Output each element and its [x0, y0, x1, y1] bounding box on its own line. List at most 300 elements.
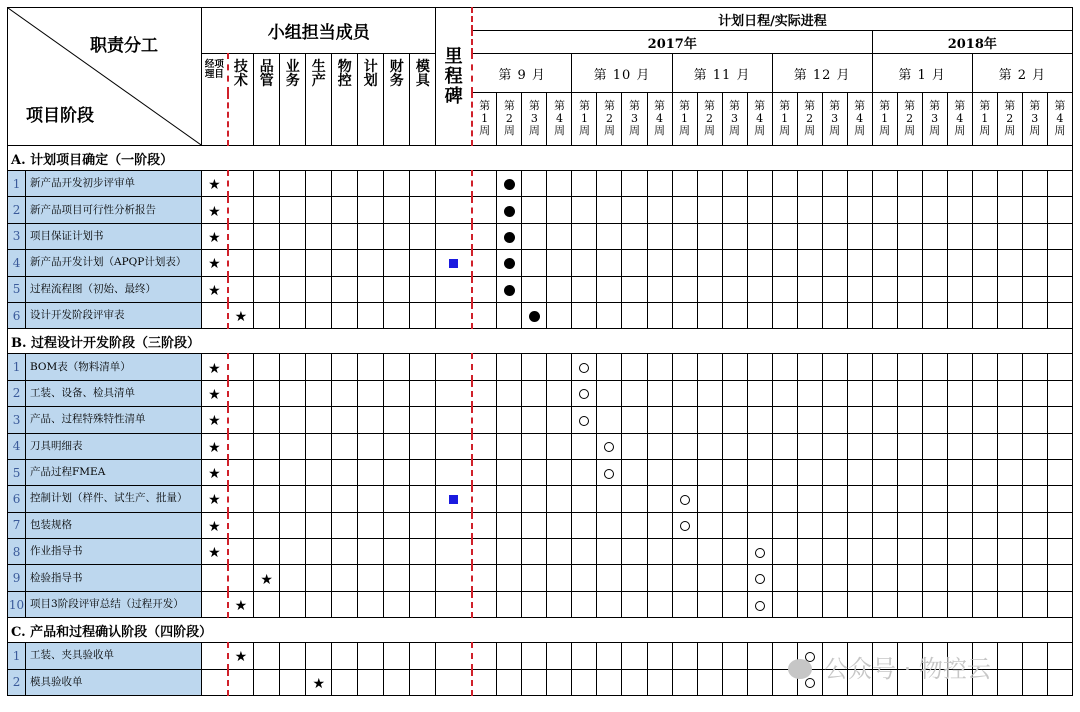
task-number: 4	[8, 433, 26, 459]
milestone-cell	[436, 459, 472, 485]
week-cell	[872, 354, 897, 380]
week-cell	[597, 407, 622, 433]
week-cell	[1022, 565, 1047, 591]
week-cell	[747, 486, 772, 512]
actual-progress-dot-icon	[504, 179, 515, 190]
role-cell	[332, 433, 358, 459]
week-cell	[822, 380, 847, 406]
table-row	[8, 512, 1073, 538]
role-cell	[306, 669, 332, 695]
role-cell	[228, 171, 254, 197]
role-cell	[410, 197, 436, 223]
week-cell	[547, 250, 572, 276]
week-cell	[697, 539, 722, 565]
role-cell	[228, 539, 254, 565]
responsible-star-icon: ★	[208, 256, 221, 273]
month-header: 第 2 月	[972, 54, 1072, 93]
wechat-icon	[788, 659, 812, 679]
week-cell	[797, 565, 822, 591]
role-cell	[306, 539, 332, 565]
week-cell	[647, 539, 672, 565]
role-cell	[306, 459, 332, 485]
planned-schedule-circle-icon	[579, 416, 589, 426]
week-cell	[897, 354, 922, 380]
week-label-char: 1	[681, 111, 689, 125]
week-cell	[997, 565, 1022, 591]
week-cell	[547, 197, 572, 223]
week-cell	[547, 591, 572, 617]
week-label-char: 第	[628, 99, 640, 113]
role-cell	[280, 407, 306, 433]
week-cell	[497, 433, 522, 459]
role-cell	[202, 302, 228, 328]
week-cell	[572, 669, 597, 695]
role-cell	[358, 354, 384, 380]
week-label-char: 第	[479, 99, 491, 113]
role-cell	[280, 643, 306, 669]
week-cell	[622, 302, 647, 328]
role-label-part: 理目	[204, 69, 224, 80]
milestone-header-char: 里	[444, 45, 463, 67]
role-cell	[280, 459, 306, 485]
task-name: 新产品开发初步评审单	[26, 171, 202, 197]
week-cell	[772, 486, 797, 512]
week-label-char: 第	[854, 99, 866, 113]
week-cell	[772, 565, 797, 591]
week-cell	[997, 302, 1022, 328]
role-label-char: 品	[259, 59, 274, 75]
role-cell	[202, 539, 228, 565]
week-cell	[472, 591, 497, 617]
role-cell	[254, 459, 280, 485]
section-row	[8, 618, 1073, 643]
week-cell	[622, 250, 647, 276]
week-cell	[622, 539, 647, 565]
week-label-char: 第	[954, 99, 966, 113]
role-header	[202, 54, 228, 146]
week-label-char: 2	[806, 111, 814, 125]
week-cell	[897, 223, 922, 249]
milestone-cell	[436, 276, 472, 302]
week-cell	[522, 197, 547, 223]
week-cell	[547, 407, 572, 433]
week-cell	[722, 354, 747, 380]
actual-progress-dot-icon	[529, 311, 540, 322]
role-header	[358, 54, 384, 146]
week-cell	[522, 250, 547, 276]
week-cell	[797, 276, 822, 302]
watermark-text: 公众号 · 物控云	[824, 655, 991, 683]
week-label-char: 周	[503, 124, 515, 138]
week-cell	[872, 197, 897, 223]
responsible-star-icon: ★	[208, 386, 221, 403]
week-cell	[872, 486, 897, 512]
week-cell	[647, 276, 672, 302]
role-cell	[202, 380, 228, 406]
week-cell	[922, 486, 947, 512]
week-header	[647, 93, 672, 146]
milestone-header	[436, 8, 472, 146]
week-cell	[647, 354, 672, 380]
responsible-star-icon: ★	[208, 282, 221, 299]
week-cell	[747, 459, 772, 485]
week-label-char: 周	[929, 124, 941, 138]
week-cell	[772, 197, 797, 223]
week-cell	[472, 223, 497, 249]
week-cell	[847, 407, 872, 433]
week-cell	[872, 565, 897, 591]
responsible-star-icon: ★	[208, 177, 221, 194]
week-cell	[697, 354, 722, 380]
role-cell	[332, 486, 358, 512]
role-cell	[254, 512, 280, 538]
role-cell	[358, 643, 384, 669]
week-label-char: 周	[704, 124, 716, 138]
week-cell	[997, 354, 1022, 380]
week-cell	[847, 459, 872, 485]
role-cell	[280, 539, 306, 565]
week-cell	[597, 380, 622, 406]
week-cell	[772, 302, 797, 328]
role-cell	[332, 539, 358, 565]
week-cell	[972, 459, 997, 485]
week-cell	[547, 512, 572, 538]
task-number: 2	[8, 669, 26, 695]
role-cell	[384, 354, 410, 380]
week-cell	[572, 171, 597, 197]
week-cell	[722, 643, 747, 669]
section-row	[8, 146, 1073, 171]
role-cell	[306, 486, 332, 512]
week-cell	[472, 407, 497, 433]
table-row	[8, 539, 1073, 565]
week-cell	[672, 171, 697, 197]
week-label-char: 3	[931, 111, 939, 125]
week-cell	[1022, 433, 1047, 459]
section-row	[8, 329, 1073, 354]
week-cell	[672, 223, 697, 249]
role-header	[228, 54, 254, 146]
week-cell	[572, 354, 597, 380]
week-cell	[597, 171, 622, 197]
week-cell	[922, 223, 947, 249]
week-cell	[597, 539, 622, 565]
week-cell	[972, 223, 997, 249]
role-cell	[384, 669, 410, 695]
week-label-char: 周	[479, 124, 491, 138]
task-number: 1	[8, 643, 26, 669]
week-cell	[972, 380, 997, 406]
week-cell	[747, 643, 772, 669]
week-cell	[697, 591, 722, 617]
week-cell	[672, 197, 697, 223]
week-cell	[772, 171, 797, 197]
week-cell	[922, 512, 947, 538]
week-header	[497, 93, 522, 146]
week-cell	[672, 669, 697, 695]
milestone-cell	[436, 669, 472, 695]
task-name: 工装、夹具验收单	[26, 643, 202, 669]
role-cell	[228, 591, 254, 617]
week-header	[472, 93, 497, 146]
week-label-char: 周	[553, 124, 565, 138]
week-cell	[897, 250, 922, 276]
week-cell	[647, 643, 672, 669]
week-cell	[822, 539, 847, 565]
week-cell	[1047, 171, 1072, 197]
week-cell	[797, 486, 822, 512]
role-cell	[280, 512, 306, 538]
week-cell	[772, 539, 797, 565]
table-row	[8, 250, 1073, 276]
week-cell	[547, 354, 572, 380]
milestone-cell	[436, 643, 472, 669]
week-cell	[847, 565, 872, 591]
role-cell	[228, 380, 254, 406]
milestone-header-char: 程	[444, 65, 463, 87]
week-cell	[897, 276, 922, 302]
week-cell	[1047, 565, 1072, 591]
week-cell	[547, 539, 572, 565]
week-label-char: 第	[804, 99, 816, 113]
role-cell	[410, 433, 436, 459]
week-cell	[572, 565, 597, 591]
role-cell	[410, 171, 436, 197]
task-name: 项目3阶段评审总结（过程开发）	[26, 591, 202, 617]
role-cell	[254, 486, 280, 512]
week-cell	[647, 171, 672, 197]
role-cell	[254, 380, 280, 406]
week-cell	[797, 591, 822, 617]
milestone-cell	[436, 486, 472, 512]
week-label-char: 4	[1056, 111, 1064, 125]
week-cell	[647, 407, 672, 433]
week-cell	[672, 643, 697, 669]
role-cell	[358, 407, 384, 433]
week-cell	[572, 380, 597, 406]
week-cell	[997, 539, 1022, 565]
week-label-char: 周	[603, 124, 615, 138]
week-cell	[547, 643, 572, 669]
week-cell	[847, 223, 872, 249]
week-cell	[647, 380, 672, 406]
week-cell	[522, 302, 547, 328]
role-cell	[384, 302, 410, 328]
week-cell	[647, 223, 672, 249]
role-cell	[332, 565, 358, 591]
week-cell	[672, 354, 697, 380]
week-cell	[922, 591, 947, 617]
week-cell	[772, 354, 797, 380]
week-cell	[472, 512, 497, 538]
role-header	[410, 54, 436, 146]
role-cell	[202, 433, 228, 459]
week-cell	[822, 486, 847, 512]
task-name: 新产品开发计划（APQP计划表）	[26, 250, 202, 276]
table-row	[8, 433, 1073, 459]
week-cell	[697, 565, 722, 591]
week-label-char: 周	[804, 124, 816, 138]
week-cell	[797, 539, 822, 565]
week-cell	[672, 512, 697, 538]
role-cell	[332, 302, 358, 328]
responsible-star-icon: ★	[234, 598, 248, 615]
role-cell	[228, 223, 254, 249]
week-cell	[472, 276, 497, 302]
week-cell	[997, 486, 1022, 512]
role-cell	[228, 643, 254, 669]
week-header	[672, 93, 697, 146]
responsible-star-icon: ★	[312, 675, 325, 692]
week-cell	[947, 512, 972, 538]
role-cell	[306, 171, 332, 197]
week-label-char: 1	[881, 111, 889, 125]
role-cell	[410, 591, 436, 617]
role-cell	[254, 591, 280, 617]
role-header	[332, 54, 358, 146]
role-cell	[332, 197, 358, 223]
role-cell	[202, 171, 228, 197]
week-label-char: 周	[854, 124, 866, 138]
role-label-char: 财	[389, 59, 404, 75]
role-cell	[384, 565, 410, 591]
milestone-cell	[436, 250, 472, 276]
week-cell	[522, 223, 547, 249]
week-cell	[622, 433, 647, 459]
week-cell	[497, 643, 522, 669]
week-cell	[1047, 354, 1072, 380]
week-cell	[472, 669, 497, 695]
role-cell	[358, 250, 384, 276]
week-label-char: 周	[954, 124, 966, 138]
role-cell	[332, 643, 358, 669]
week-cell	[997, 459, 1022, 485]
week-cell	[747, 407, 772, 433]
week-cell	[797, 354, 822, 380]
week-header	[522, 93, 547, 146]
task-number: 5	[8, 459, 26, 485]
role-cell	[254, 643, 280, 669]
week-cell	[647, 486, 672, 512]
role-cell	[410, 459, 436, 485]
week-label-char: 第	[654, 99, 665, 113]
role-cell	[358, 565, 384, 591]
week-cell	[897, 591, 922, 617]
week-cell	[847, 591, 872, 617]
milestone-cell	[436, 171, 472, 197]
week-header	[597, 93, 622, 146]
month-header: 第 12 月	[772, 54, 872, 93]
milestone-cell	[436, 433, 472, 459]
week-cell	[547, 565, 572, 591]
role-cell	[228, 512, 254, 538]
week-cell	[1022, 459, 1047, 485]
week-cell	[947, 354, 972, 380]
role-cell	[254, 565, 280, 591]
task-name: 工装、设备、检具清单	[26, 380, 202, 406]
week-cell	[697, 302, 722, 328]
week-cell	[497, 197, 522, 223]
week-label-char: 4	[656, 111, 663, 125]
role-label-char: 务	[389, 73, 404, 89]
week-header	[772, 93, 797, 146]
week-label-char: 2	[1006, 111, 1014, 125]
role-cell	[358, 669, 384, 695]
week-cell	[747, 197, 772, 223]
team-members-header: 小组担当成员	[202, 8, 436, 54]
week-cell	[497, 380, 522, 406]
week-cell	[597, 565, 622, 591]
week-cell	[472, 459, 497, 485]
planned-schedule-circle-icon	[755, 574, 765, 584]
role-cell	[410, 250, 436, 276]
week-cell	[972, 407, 997, 433]
role-cell	[228, 197, 254, 223]
week-cell	[722, 250, 747, 276]
week-header	[947, 93, 972, 146]
week-cell	[872, 302, 897, 328]
role-cell	[384, 643, 410, 669]
week-cell	[872, 433, 897, 459]
role-cell	[410, 539, 436, 565]
task-number: 5	[8, 276, 26, 302]
week-cell	[497, 669, 522, 695]
week-cell	[572, 591, 597, 617]
week-cell	[622, 380, 647, 406]
week-cell	[922, 433, 947, 459]
week-cell	[1047, 276, 1072, 302]
role-cell	[280, 433, 306, 459]
week-cell	[647, 459, 672, 485]
week-cell	[847, 250, 872, 276]
week-label-char: 3	[530, 111, 538, 125]
week-cell	[947, 276, 972, 302]
week-cell	[672, 565, 697, 591]
role-cell	[254, 539, 280, 565]
week-cell	[897, 433, 922, 459]
week-label-char: 1	[580, 111, 588, 125]
week-cell	[672, 433, 697, 459]
week-header	[822, 93, 847, 146]
week-cell	[572, 250, 597, 276]
week-cell	[497, 565, 522, 591]
week-cell	[697, 250, 722, 276]
milestone-cell	[436, 302, 472, 328]
week-cell	[922, 250, 947, 276]
role-label-char: 生	[311, 59, 326, 75]
section-title: A. 计划项目确定（一阶段）	[8, 146, 1073, 171]
week-cell	[547, 486, 572, 512]
role-cell	[384, 250, 410, 276]
week-cell	[1022, 380, 1047, 406]
week-cell	[647, 565, 672, 591]
role-cell	[358, 433, 384, 459]
table-row	[8, 459, 1073, 485]
week-cell	[522, 380, 547, 406]
task-name: 产品过程FMEA	[26, 459, 202, 485]
responsible-star-icon: ★	[234, 309, 248, 326]
week-cell	[772, 433, 797, 459]
milestone-cell	[436, 354, 472, 380]
week-cell	[697, 433, 722, 459]
week-label-char: 第	[603, 99, 615, 113]
week-cell	[472, 302, 497, 328]
week-cell	[847, 433, 872, 459]
responsible-star-icon: ★	[208, 466, 221, 483]
week-cell	[872, 407, 897, 433]
role-cell	[280, 669, 306, 695]
week-cell	[597, 197, 622, 223]
